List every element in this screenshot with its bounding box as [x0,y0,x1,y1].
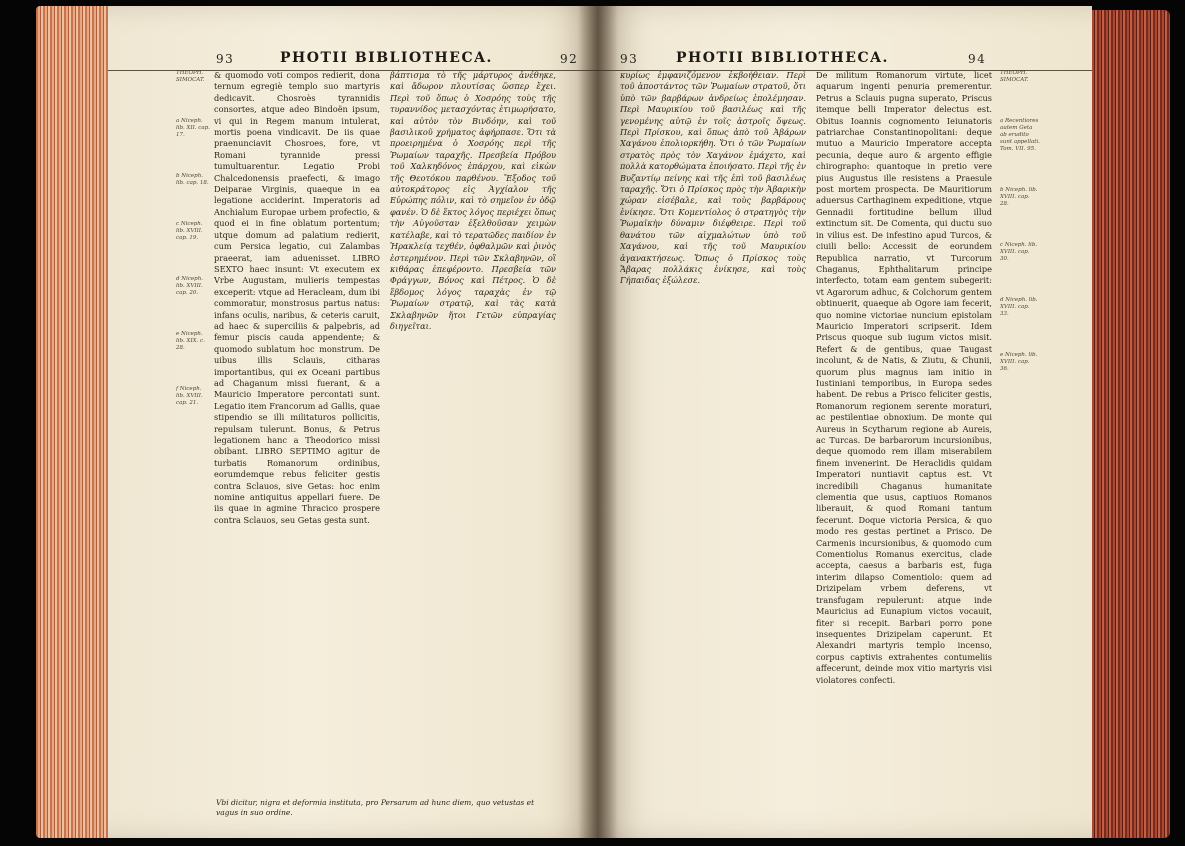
left-running-head [108,52,598,70]
margin-note: a Recentiores autem Geta ab erudito sunt appellati. Tom. VII. 95. [1000,118,1040,152]
margin-note: f Niceph. lib. XVIII. cap. 21. [176,386,203,406]
left-footnote: Vbi dicitur, nigra et deformia instituta, pro Persarum ad hunc diem, quo vetustas et vagus in suo ordine. [216,798,535,817]
right-greek-column: κυρίως ἐμφανιζόμενον ἐκβοήθειαν. Περὶ τοῦ ἀποστάντος τῶν Ῥωμαίων στρατοῦ, ὅτι ὑπὸ τῶν βαρβάρων ἀνδρείως ἐπολέμησαν. Περὶ Μαυρικίου τοῦ βασιλέως καὶ τῆς γενομένης αὐτῷ ἐν τοῖς ἀστροῖς ὄψεως. Περὶ Πρίσκου, καὶ ὅπως ἀπὸ τοῦ Ἀβάρων Χαγάνου ἐπολιορκήθη. Ὅτι ὁ τῶν Ῥωμαίων στρατὸς πρὸς τὸν Χαγάνον ἐμάχετο, καὶ πολλὰ κατορθώματα ἐποιήσατο. Περὶ τῆς ἐν Βυζαντίῳ πείνης καὶ τῆς ἐπὶ τοῦ βασιλέως ταραχῆς. Ὅτι ὁ Πρίσκος πρὸς τὴν Ἀβαρικὴν χώραν εἰσέβαλε, καὶ τοὺς βαρβάρους ἐνίκησε. Ὅτι Κομεντίολος ὁ στρατηγὸς τὴν Ῥωμαϊκὴν δύναμιν διέφθειρε. Περὶ τοῦ θανάτου τῶν αἰχμαλώτων ὑπὸ τοῦ Χαγάνου, καὶ τῆς τοῦ Μαυρικίου ἀγανακτήσεως. Ὅπως ὁ Πρίσκος τοὺς Ἄβαρας πολλάκις ἐνίκησε, καὶ τοὺς Γήπαιδας ἐξώλεσε. [620,70,806,286]
margin-note: c Niceph. lib. XVIII. cap. 30. [1000,242,1038,262]
margin-note: b Niceph. lib. cap. 18. [176,173,209,186]
margin-note: c Niceph. lib. XVIII. cap. 19. [176,221,203,241]
margin-note: d Niceph. lib. XVIII. cap. 33. [1000,297,1038,317]
margin-note: b Niceph. lib. XVIII. cap. 28. [1000,187,1038,207]
left-page-number-b: 92 [560,52,579,66]
left-page [108,6,598,838]
margin-note: THEOPH. SIMOCAT. [1000,70,1029,83]
margin-note: e Niceph. lib. XVIII. cap. 36. [1000,352,1038,372]
left-margin-notes [176,70,210,790]
left-latin-column: & quomodo voti compos redierit, dona ternum egregiè templo suo martyris dedicavit. Chosroès tyrannidis consortes, atque adeo Bindoën ipsum, vi qui in Regem manum intulerat, mortis poena vindicavit. De iis quae praenunciavit Chosroes, fore, vt Romani tyrannide pressi tumultuarentur. Legatio Probi Chalcedonensis praefecti, & imago Deiparae Virginis, quaeque in ea legatione acciderint. Imperatoris ad Anchialum Europae urbem profectio, & quod ei in fine oblatum portentum; utque domum ad palatium redierit, cum Persica legatio, cui Zalambas praeerat, iam aduenisset. LIBRO SEXTO haec insunt: Vt executem ex Vrbe Augustam, mulieris tempestas exceperit: vtque ad Heracleam, dum ibi commoratur, monstrosus partus natus: infans oculis, naribus, & ceteris caruit, ad haec & superciliis & palpebris, ad femur piscis cauda appendente; & quomodo sublatum hoc monstrum. De uibus illis Sclauis, citharas importantibus, qui ex Oceani partibus ad Chaganum missi fuerant, & a Mauricio Imperatore percontati sunt. Legatio item Francorum ad Gallis, quae stipendio se illi militaturos pollicitis, repulsam tulerunt. Bonus, & Petrus legationem hanc a Theodorico missi obibant. LIBRO SEPTIMO agitur de turbatis Romanorum ordinibus, eorumdemque rebus feliciter gestis contra Sclauos, sive Getas: hoc enim nomine antiquitus appellari fuere. De iis quae in agmine Thracico prospere contra Sclauos, seu Getas gesta sunt. [214,70,380,525]
margin-note: d Niceph. lib. XVIII. cap. 20. [176,276,203,296]
right-page [598,6,1092,838]
right-book-cover [1090,10,1170,838]
left-page-title: PHOTII BIBLIOTHECA. [280,50,493,66]
right-running-head [598,52,1092,70]
margin-note: e Niceph. lib. XIX. c. 28. [176,331,205,351]
left-page-edge [36,6,114,838]
left-page-number-a: 93 [216,52,235,66]
right-page-number-b: 94 [968,52,987,66]
right-page-number-a: 93 [620,52,639,66]
right-page-title: PHOTII BIBLIOTHECA. [676,50,889,66]
right-latin-column: De militum Romanorum virtute, licet aquarum ingenti penuria premerentur. Petrus a Sclauis pugna superato, Priscus itemque belli Imperator delectus est. Obitus Ioannis cognomento Ieiunatoris patriarchae Constantinopolitani: deque mutuo a Mauricio Imperatore accepta pecunia, deque auro & argento effigie chirographo: quantoque in pretio vere pius Augustus ille resistens a Praesule post mortem prospecta. De Mauritiorum aduersus Carthaginem expeditione, vtque Gennadii fortitudine bellum illud extinctum sit. De Comenta, qui ductu suo in vilius est. De infestino apud Turcos, & ciuili bello: Accessit de eorundem Republica narratio, vt Turcorum Chaganus, Ephthalitarum principe interfecto, totam eam gentem subegerit: vt Agarorum adhuc, & Colchorum gentem obtinuerit, quaeque ab Ogore iam fecerit, quo nomine victoriae nuncium epistolam Mauricio Imperatori scripserit. Idem Priscus quoque sub iugum victos misit. Refert & de gentibus, quae Taugast incolunt, & de Natis, & Ziutu, & Chunii, quorum plus magnus iam initio in Iustiniani temporibus, in Europa sedes habent. De rebus a Prisco feliciter gestis, Romanorum regionem serente moraturi, ac pestilentiae obnoxium. De monte qui Aureus in Scytharum regione ab Aureis, ac Turcas. De barbarorum incursionibus, deque quomodo rem illam miserabilem finem invenerint. De Heraclidis quidam Imperatori nuntiavit captus est. Vt incredibili Chaganus humanitate clementia que usus, captiuos Romanos liberauit, & quod Romani tantum fecerunt. Doque victoria Persica, & quo modo res gestas pertinet a Prisco. De Carmenis incursionibus, & quomodo cum Comentiolus Romanus exercitus, clade accepta, caesus a barbaris est, fuga interim dilapso Comentiolo: quem ad Drizipelam vrbem deferens, vt transfugam repulerunt: atque inde Mauricius ad Eunapium victos vocauit, fiter si recepit. Barbari porro pone insequentes Drizipelam caperunt. Et Alexandri martyris templo incenso, corpus captivis extrahentes contumeliis affecerunt, deinde mox vitio martyris visi violatores confecti. [816,70,992,685]
left-greek-column: βάπτισμα τὸ τῆς μάρτυρος ἀνέθηκε, καὶ ἄδωρον πλουτίσας ὥσπερ ἔχει. Περὶ τοῦ ὅπως ὁ Χοσρόης τοὺς τῆς τυραννίδος μετασχόντας ἐτιμωρήσατο, καὶ αὐτὸν τὸν Βινδόην, καὶ τοῦ βασιλικοῦ χρήματος ἀφήρπασε. Ὅτι τὰ προειρημένα ὁ Χοσρόης περὶ τῆς Ῥωμαίων ταραχῆς. Πρεσβεία Πρόβου τοῦ Χαλκηδόνος ἐπάρχου, καὶ εἰκὼν τῆς Θεοτόκου παρθένου. Ἔξοδος τοῦ αὐτοκράτορος εἰς Ἀγχίαλον τῆς Εὐρώπης πόλιν, καὶ τὸ σημεῖον ἐν ὁδῷ φανέν. Ὁ δὲ ἕκτος λόγος περιέχει ὅπως τὴν Αὐγοῦσταν ἐξελθοῦσαν χειμὼν κατέλαβε, καὶ τὸ τερατῶδες παιδίον ἐν Ἡρακλείᾳ τεχθέν, ὀφθαλμῶν καὶ ῥινὸς ἐστερημένον. Περὶ τῶν Σκλαβηνῶν, οἳ κιθάρας ἐπεφέροντο. Πρεσβεία τῶν Φράγγων, Βόνος καὶ Πέτρος. Ὁ δὲ ἕβδομος λόγος ταραχὰς ἐν τῷ Ῥωμαίων στρατῷ, καὶ τὰς κατὰ Σκλαβηνῶν ἤτοι Γετῶν εὐπραγίας διηγεῖται. [390,70,556,331]
right-margin-notes [1000,70,1040,790]
margin-note: a Niceph. lib. XII. cap. 17. [176,118,210,138]
book-gutter [578,6,618,838]
margin-note: THEOPH. SIMOCAT. [176,70,205,83]
